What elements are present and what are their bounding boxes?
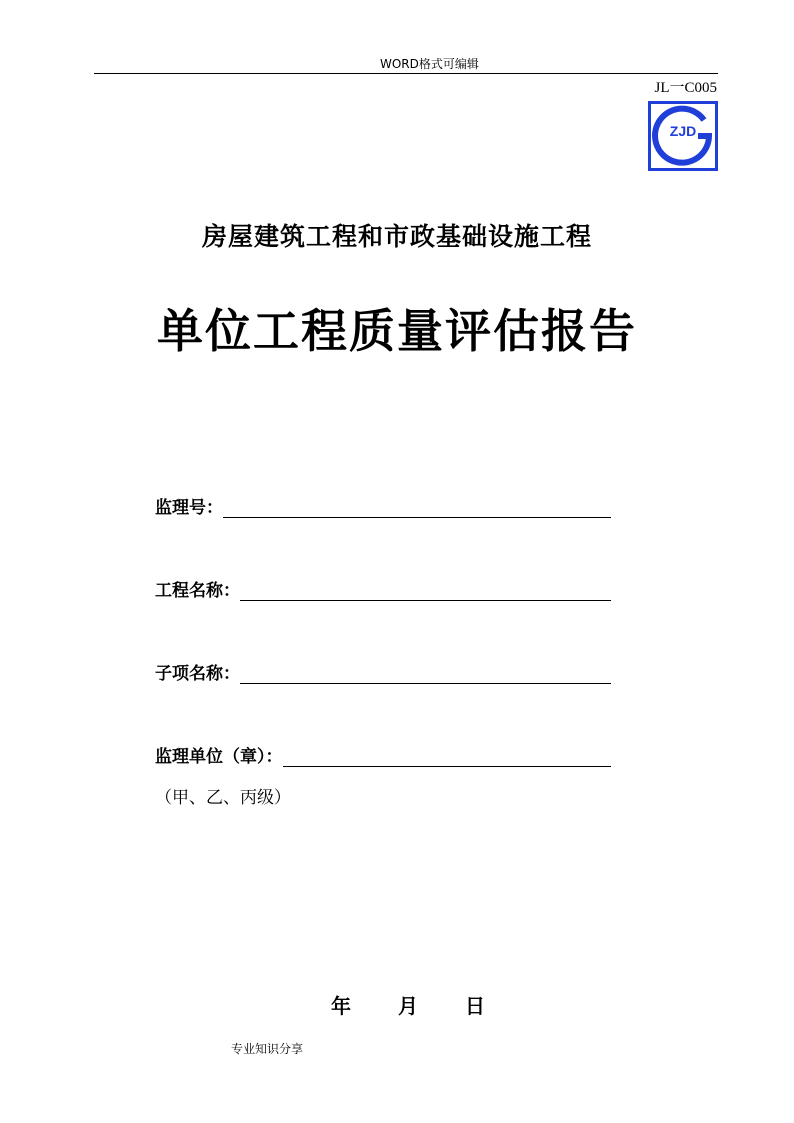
date-month-label: 月	[397, 994, 418, 1018]
header-text: WORD格式可编辑	[380, 57, 479, 71]
project-name-field	[155, 576, 611, 602]
subitem-name-field	[155, 659, 611, 685]
supervision-number-input-line[interactable]	[223, 497, 611, 518]
date-row	[331, 993, 485, 1019]
supervision-unit-field	[155, 742, 611, 768]
subitem-name-label: 子项名称：	[155, 664, 240, 684]
grade-note: （甲、乙、丙级）	[155, 788, 291, 808]
subitem-name-input-line[interactable]	[240, 663, 611, 684]
header-divider	[94, 73, 718, 74]
project-name-label: 工程名称：	[155, 581, 240, 601]
document-code: JL一C005	[654, 80, 717, 96]
zjd-logo-graphic	[648, 101, 718, 171]
supervision-unit-input-line[interactable]	[283, 746, 612, 767]
supervision-number-label: 监理号：	[155, 498, 223, 518]
zjd-logo-icon	[648, 101, 718, 171]
date-year-label: 年	[331, 994, 351, 1018]
document-title: 单位工程质量评估报告	[157, 304, 637, 358]
footer-text: 专业知识分享	[231, 1042, 304, 1056]
supervision-number-field	[155, 493, 611, 519]
supervision-unit-label: 监理单位（章）：	[155, 747, 283, 767]
document-subtitle: 房屋建筑工程和市政基础设施工程	[201, 222, 592, 251]
date-day-label: 日	[464, 994, 485, 1018]
project-name-input-line[interactable]	[240, 580, 611, 601]
logo-lettering: ZJD	[669, 123, 697, 139]
